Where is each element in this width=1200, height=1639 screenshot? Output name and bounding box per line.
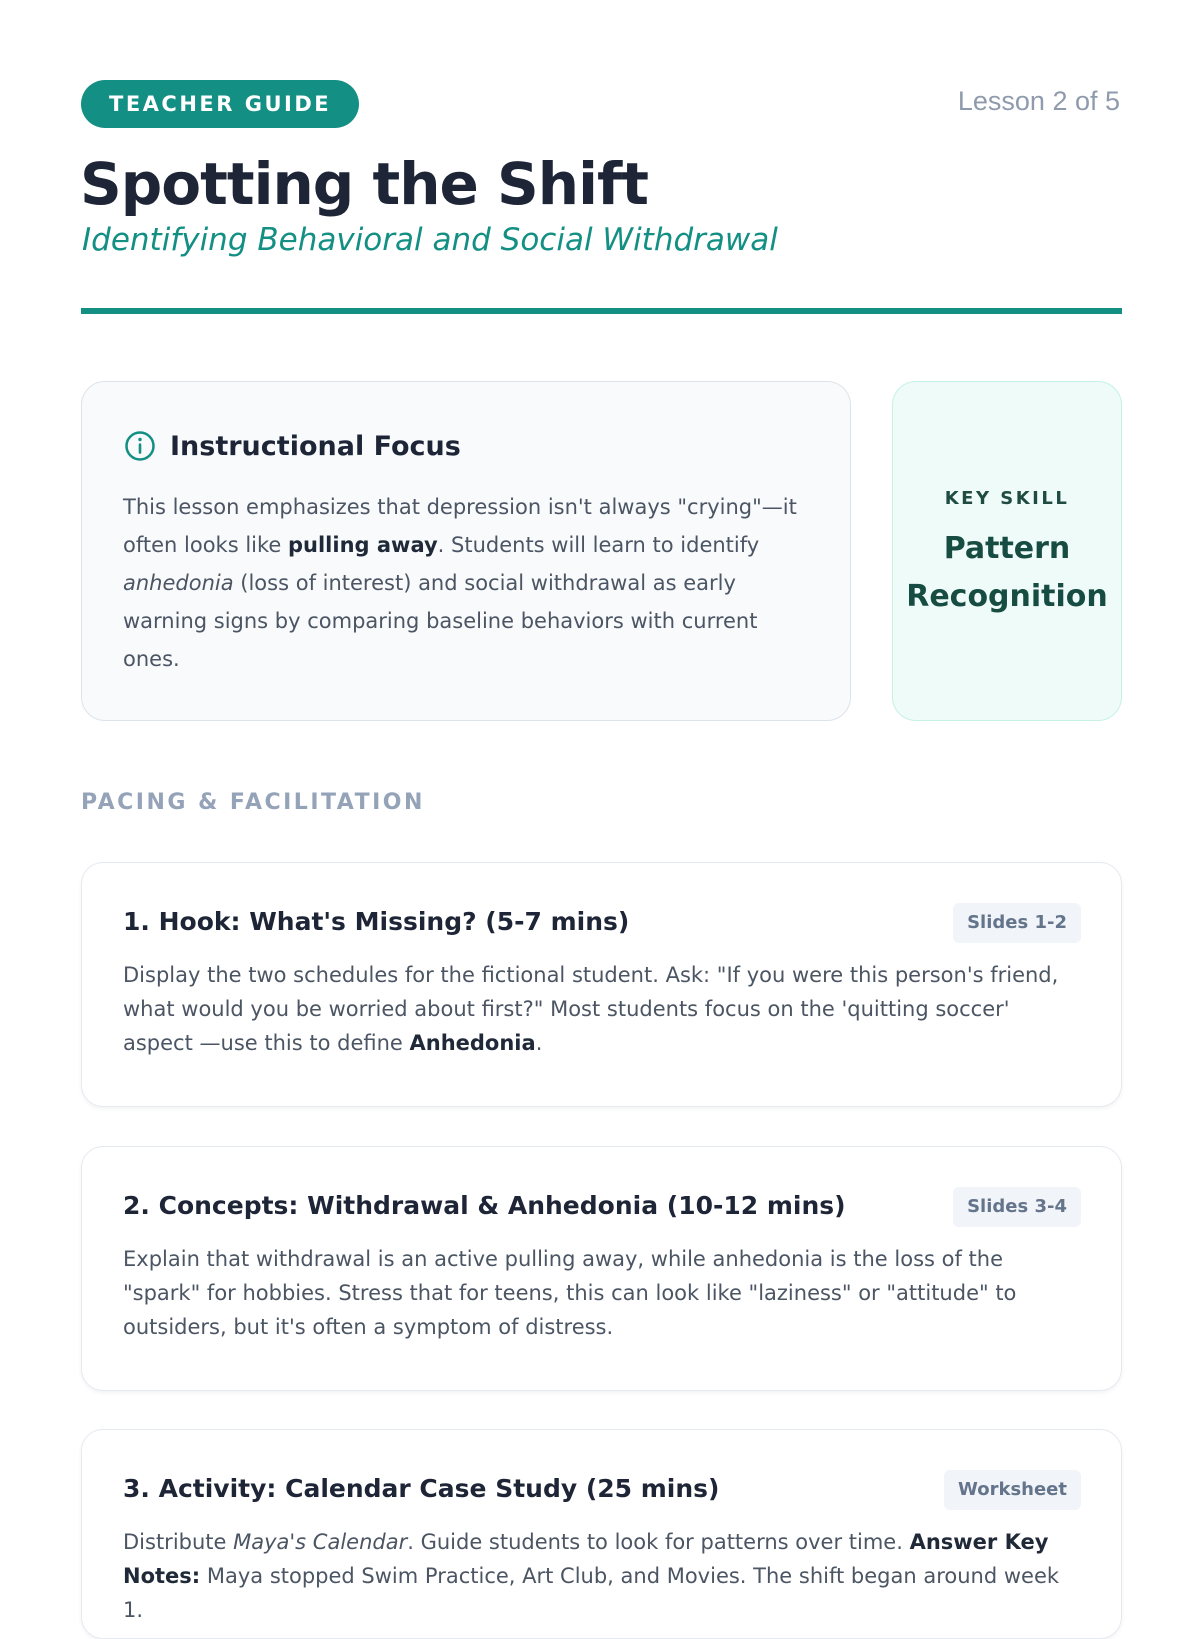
focus-text-5: (loss of interest) and social withdrawal as early warning signs by comparing baseline behaviors with current ones. [123, 571, 758, 671]
focus-header [124, 430, 461, 462]
step-text: Display the two schedules for the fictional student. Ask: "If you were this person's friend, what would you be worried about first?" Most students focus on the 'quitting soccer' aspect —use this to define [123, 963, 1059, 1055]
instructional-focus-card [81, 381, 851, 721]
teacher-guide-badge: TEACHER GUIDE [81, 80, 359, 128]
step-title: 1. Hook: What's Missing? (5-7 mins) [123, 907, 630, 936]
page-title: Spotting the Shift [80, 150, 648, 218]
step-tag: Slides 1-2 [953, 903, 1081, 943]
focus-text-bold: pulling away [288, 533, 438, 557]
step-description [123, 1525, 1083, 1627]
step-description [123, 1242, 1083, 1344]
step-text: . [535, 1031, 543, 1055]
key-skill-line-2: Recognition [906, 579, 1108, 614]
step-title: 2. Concepts: Withdrawal & Anhedonia (10-12 mins) [123, 1191, 846, 1220]
step-text-bold: Answer Key Notes: [123, 1530, 1049, 1588]
step-title: 3. Activity: Calendar Case Study (25 mins) [123, 1474, 720, 1503]
lesson-count: Lesson 2 of 5 [957, 86, 1120, 116]
step-text: . Guide students to look for patterns over time. [407, 1530, 910, 1554]
focus-description [123, 488, 803, 678]
step-text-bold: Anhedonia [409, 1031, 536, 1055]
step-text: Maya stopped Swim Practice, Art Club, and Movies. The shift began around week 1. [123, 1564, 1060, 1622]
key-skill-card [892, 381, 1122, 721]
focus-text-italic: anhedonia [123, 571, 234, 595]
step-card-activity [81, 1429, 1122, 1639]
step-tag: Worksheet [944, 1470, 1081, 1510]
step-card-concepts [81, 1146, 1122, 1391]
step-text: Explain that withdrawal is an active pulling away, while anhedonia is the loss of the "spark" for hobbies. Stress that for teens, this can look like "laziness" or "attitude" to outsiders, but it's often a symptom of distress. [123, 1247, 1017, 1339]
step-text-italic: Maya's Calendar [233, 1530, 408, 1554]
key-skill-label: KEY SKILL [944, 488, 1070, 509]
section-label: PACING & FACILITATION [81, 790, 425, 815]
key-skill-line-1: Pattern [943, 531, 1071, 566]
page-subtitle: Identifying Behavioral and Social Withdrawal [82, 222, 778, 258]
step-description [123, 958, 1083, 1060]
focus-heading: Instructional Focus [170, 430, 461, 462]
step-card-hook [81, 862, 1122, 1107]
step-tag: Slides 3-4 [953, 1187, 1081, 1227]
key-skill-value [893, 525, 1121, 621]
step-text: Distribute [123, 1530, 234, 1554]
focus-text-3: . Students will learn to identify [437, 533, 760, 557]
header-divider [81, 308, 1122, 314]
info-icon [124, 430, 156, 462]
focus-text-1: This lesson emphasizes that depression isn't always "crying"—it often looks like [123, 495, 797, 557]
